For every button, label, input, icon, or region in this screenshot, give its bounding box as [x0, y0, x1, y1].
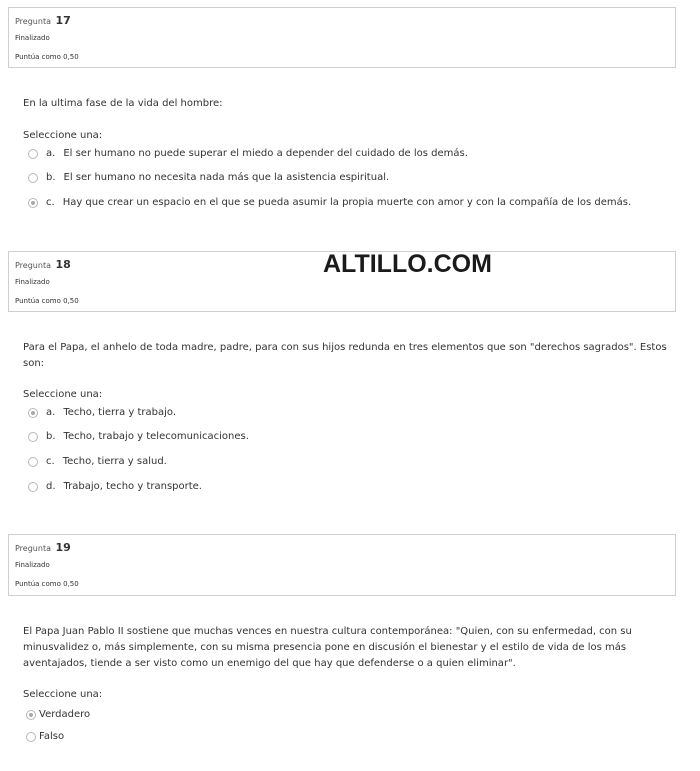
- question-text-19: El Papa Juan Pablo II sostiene que muchas vences en nuestra cultura contemporánea: "Quien, con su enfermedad, con su minusvalidez o, más simplemente, con su misma presencia pone en discusión el bienestar y el estilo de vida de los más aventajados, tiende a ser visto como un enemigo del que hay que defenderse o a quien eliminar".: [23, 626, 632, 669]
- question-info-17: [8, 7, 676, 68]
- answer-option-18d[interactable]: d. Trabajo, techo y transporte.: [28, 481, 202, 492]
- radio-button[interactable]: [28, 149, 38, 159]
- question-number: Pregunta 17: [15, 14, 71, 27]
- answer-option-17b[interactable]: b. El ser humano no necesita nada más que la asistencia espiritual.: [28, 172, 389, 183]
- watermark-logo: ALTILLO.COM: [323, 250, 492, 278]
- radio-button[interactable]: [28, 173, 38, 183]
- radio-button[interactable]: [26, 732, 36, 742]
- answer-prompt: Seleccione una:: [23, 130, 103, 141]
- question-state: Finalizado: [15, 278, 50, 286]
- answer-option-falso[interactable]: Falso: [26, 731, 64, 742]
- answer-option-18c[interactable]: c. Techo, tierra y salud.: [28, 456, 167, 467]
- question-info-19: [8, 534, 676, 596]
- radio-button-checked[interactable]: [28, 408, 38, 418]
- question-state: Finalizado: [15, 561, 50, 569]
- radio-button[interactable]: [28, 482, 38, 492]
- radio-button[interactable]: [28, 457, 38, 467]
- question-text-18: Para el Papa, el anhelo de toda madre, padre, para con sus hijos redunda en tres elementos que son "derechos sagrados". Estos son:: [23, 342, 667, 369]
- radio-button-checked[interactable]: [26, 710, 36, 720]
- answer-option-verdadero[interactable]: Verdadero: [26, 709, 90, 720]
- question-number: Pregunta 19: [15, 541, 71, 554]
- answer-prompt: Seleccione una:: [23, 689, 103, 700]
- question-state: Finalizado: [15, 34, 50, 42]
- answer-option-18b[interactable]: b. Techo, trabajo y telecomunicaciones.: [28, 431, 249, 442]
- answer-option-17a[interactable]: a. El ser humano no puede superar el miedo a depender del cuidado de los demás.: [28, 148, 468, 159]
- question-grade: Puntúa como 0,50: [15, 297, 79, 305]
- radio-button-checked[interactable]: [28, 198, 38, 208]
- radio-button[interactable]: [28, 432, 38, 442]
- answer-prompt: Seleccione una:: [23, 389, 103, 400]
- question-text-17: En la ultima fase de la vida del hombre:: [23, 98, 223, 109]
- question-number: Pregunta 18: [15, 258, 71, 271]
- question-grade: Puntúa como 0,50: [15, 53, 79, 61]
- answer-option-17c[interactable]: c. Hay que crear un espacio en el que se pueda asumir la propia muerte con amor y con la compañía de los demás.: [28, 197, 631, 208]
- answer-option-18a[interactable]: a. Techo, tierra y trabajo.: [28, 407, 176, 418]
- question-grade: Puntúa como 0,50: [15, 580, 79, 588]
